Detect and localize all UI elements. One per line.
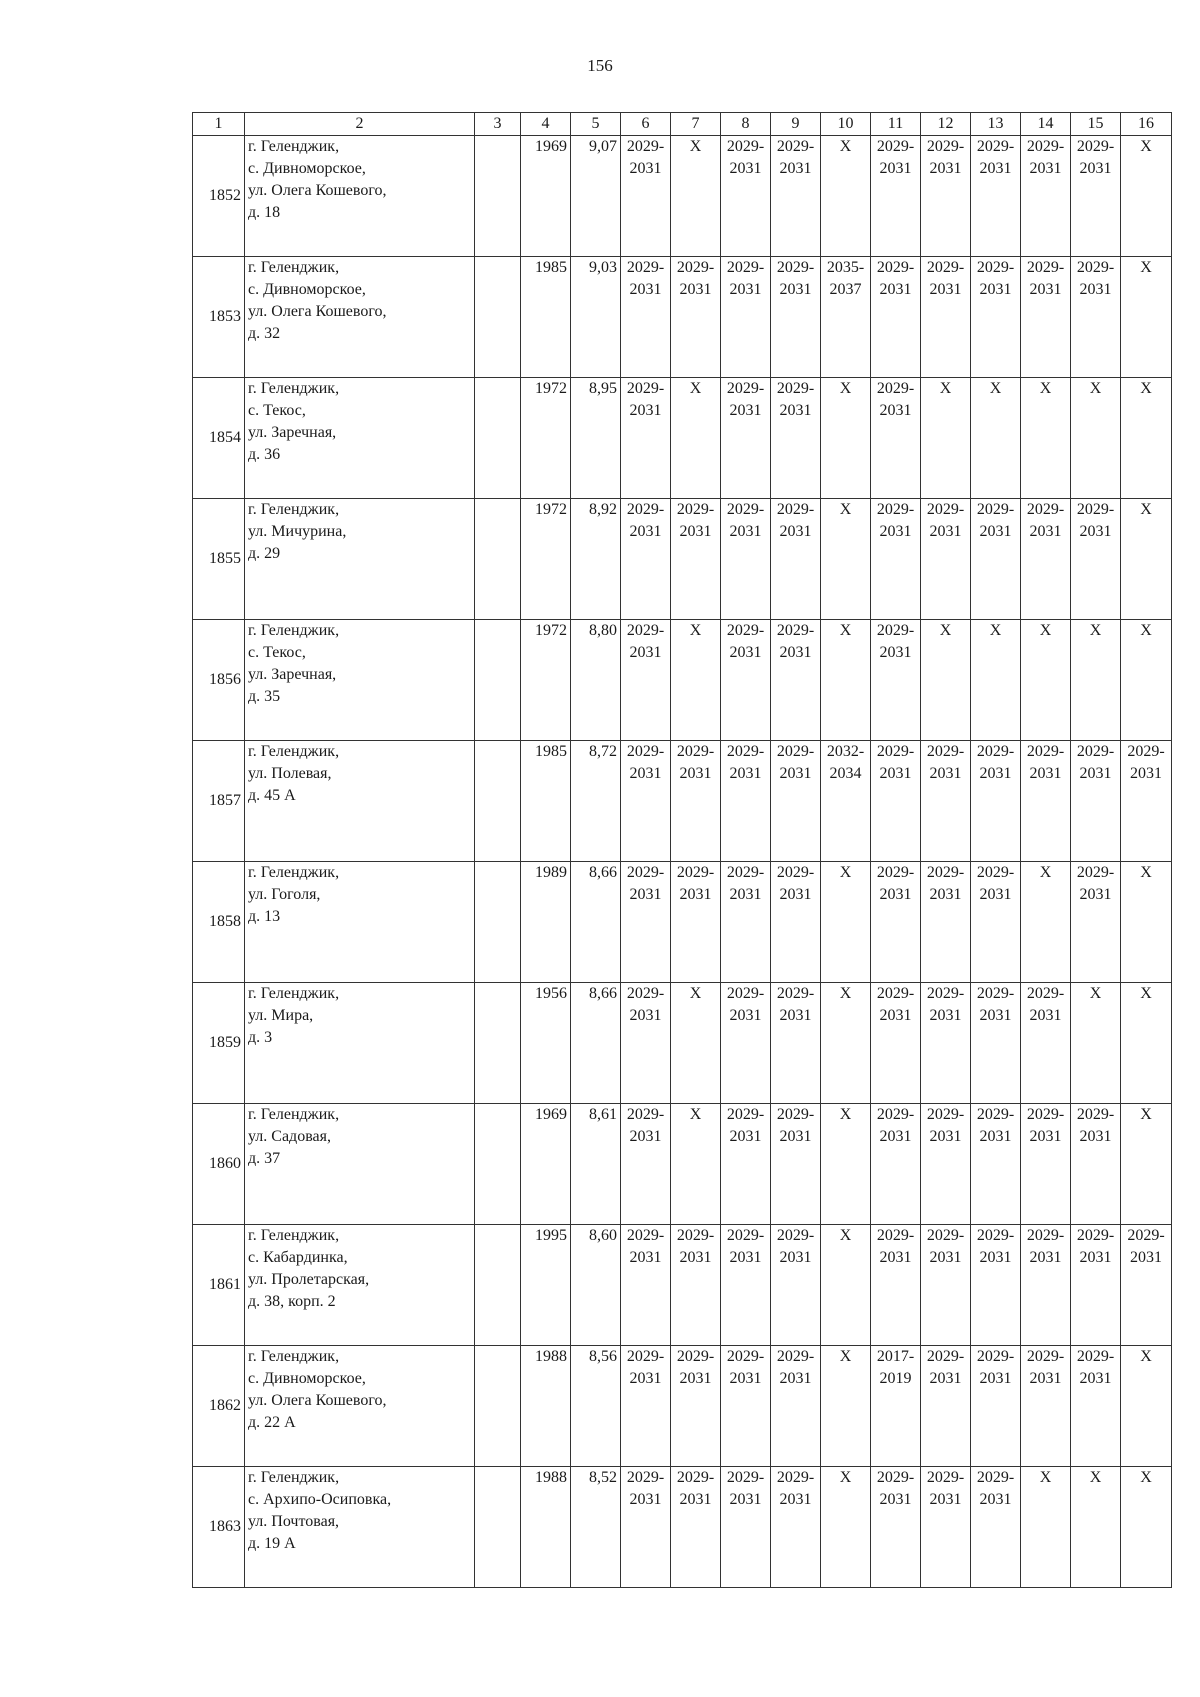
term-cell-col-13: 2029- 2031 [971, 1346, 1021, 1467]
header-row [193, 113, 1172, 136]
term-cell-col-9: 2029- 2031 [771, 1467, 821, 1588]
term-cell-col-16: 2029- 2031 [1121, 741, 1172, 862]
term-cell-col-9: 2029- 2031 [771, 620, 821, 741]
table-row [193, 983, 1172, 1104]
term-cell-col-7: Х [671, 620, 721, 741]
term-cell-col-12: Х [921, 620, 971, 741]
term-cell-col-8: 2029- 2031 [721, 983, 771, 1104]
term-cell-col-13: 2029- 2031 [971, 136, 1021, 257]
column-3-cell [475, 257, 521, 378]
value-cell: 8,66 [571, 862, 621, 983]
term-cell-col-16: 2029- 2031 [1121, 1225, 1172, 1346]
table-row [193, 1467, 1172, 1588]
table-row [193, 1225, 1172, 1346]
address-line: г. Геленджик, [248, 743, 340, 760]
term-cell-col-16: Х [1121, 136, 1172, 257]
term-cell-col-13: 2029- 2031 [971, 257, 1021, 378]
address-line: с. Дивноморское, [248, 281, 366, 298]
term-cell-col-6: 2029- 2031 [621, 862, 671, 983]
term-cell-col-7: 2029- 2031 [671, 1467, 721, 1588]
table-row [193, 1104, 1172, 1225]
address-cell [245, 499, 475, 620]
term-cell-col-6: 2029- 2031 [621, 1225, 671, 1346]
address-cell [245, 1104, 475, 1225]
term-cell-col-12: 2029- 2031 [921, 1104, 971, 1225]
row-number: 1860 [193, 1104, 245, 1225]
address-line: ул. Полевая, [248, 765, 332, 782]
term-cell-col-16: Х [1121, 620, 1172, 741]
term-cell-col-7: 2029- 2031 [671, 1346, 721, 1467]
column-3-cell [475, 741, 521, 862]
value-cell: 8,80 [571, 620, 621, 741]
term-cell-col-15: Х [1071, 1467, 1121, 1588]
address-line: г. Геленджик, [248, 138, 340, 155]
address-line: ул. Мичурина, [248, 523, 347, 540]
row-number: 1859 [193, 983, 245, 1104]
address-line: г. Геленджик, [248, 622, 340, 639]
term-cell-col-12: 2029- 2031 [921, 1467, 971, 1588]
value-cell: 8,56 [571, 1346, 621, 1467]
address-line: д. 36 [248, 446, 281, 463]
address-line: ул. Олега Кошевого, [248, 182, 387, 199]
value-cell: 8,60 [571, 1225, 621, 1346]
value-cell: 9,07 [571, 136, 621, 257]
address-line: д. 19 А [248, 1535, 296, 1552]
term-cell-col-10: Х [821, 499, 871, 620]
column-header-9: 9 [771, 113, 821, 136]
term-cell-col-13: 2029- 2031 [971, 1467, 1021, 1588]
term-cell-col-14: 2029- 2031 [1021, 983, 1071, 1104]
term-cell-col-13: 2029- 2031 [971, 1104, 1021, 1225]
address-line: д. 13 [248, 908, 281, 925]
term-cell-col-12: 2029- 2031 [921, 1225, 971, 1346]
term-cell-col-15: 2029- 2031 [1071, 257, 1121, 378]
year-cell: 1972 [521, 620, 571, 741]
year-cell: 1988 [521, 1467, 571, 1588]
term-cell-col-15: 2029- 2031 [1071, 741, 1121, 862]
address-cell [245, 1467, 475, 1588]
address-line: ул. Почтовая, [248, 1513, 340, 1530]
term-cell-col-13: 2029- 2031 [971, 499, 1021, 620]
address-cell [245, 1225, 475, 1346]
term-cell-col-10: Х [821, 862, 871, 983]
address-line: д. 29 [248, 545, 281, 562]
term-cell-col-14: 2029- 2031 [1021, 499, 1071, 620]
term-cell-col-15: 2029- 2031 [1071, 1225, 1121, 1346]
column-header-10: 10 [821, 113, 871, 136]
term-cell-col-8: 2029- 2031 [721, 499, 771, 620]
term-cell-col-10: 2032- 2034 [821, 741, 871, 862]
table-row [193, 499, 1172, 620]
term-cell-col-12: 2029- 2031 [921, 136, 971, 257]
term-cell-col-14: 2029- 2031 [1021, 257, 1071, 378]
term-cell-col-12: 2029- 2031 [921, 499, 971, 620]
term-cell-col-15: Х [1071, 983, 1121, 1104]
term-cell-col-13: Х [971, 378, 1021, 499]
term-cell-col-12: 2029- 2031 [921, 862, 971, 983]
term-cell-col-12: 2029- 2031 [921, 1346, 971, 1467]
term-cell-col-16: Х [1121, 1467, 1172, 1588]
address-line: д. 35 [248, 688, 281, 705]
address-line: с. Дивноморское, [248, 160, 366, 177]
column-3-cell [475, 1346, 521, 1467]
term-cell-col-11: 2029- 2031 [871, 741, 921, 862]
table-row [193, 257, 1172, 378]
address-line: д. 37 [248, 1150, 281, 1167]
term-cell-col-15: 2029- 2031 [1071, 499, 1121, 620]
address-cell [245, 257, 475, 378]
term-cell-col-8: 2029- 2031 [721, 1104, 771, 1225]
address-line: г. Геленджик, [248, 1227, 340, 1244]
year-cell: 1988 [521, 1346, 571, 1467]
year-cell: 1956 [521, 983, 571, 1104]
address-line: ул. Садовая, [248, 1128, 331, 1145]
address-line: г. Геленджик, [248, 1469, 340, 1486]
address-line: ул. Олега Кошевого, [248, 1392, 387, 1409]
year-cell: 1969 [521, 1104, 571, 1225]
column-3-cell [475, 1225, 521, 1346]
housing-repair-table [192, 112, 1172, 1588]
table-row [193, 136, 1172, 257]
column-3-cell [475, 862, 521, 983]
column-header-4: 4 [521, 113, 571, 136]
term-cell-col-7: 2029- 2031 [671, 741, 721, 862]
table-row [193, 378, 1172, 499]
term-cell-col-10: 2035- 2037 [821, 257, 871, 378]
year-cell: 1972 [521, 378, 571, 499]
table-row [193, 1346, 1172, 1467]
term-cell-col-8: 2029- 2031 [721, 378, 771, 499]
term-cell-col-6: 2029- 2031 [621, 1104, 671, 1225]
address-line: ул. Мира, [248, 1007, 314, 1024]
term-cell-col-6: 2029- 2031 [621, 257, 671, 378]
term-cell-col-10: Х [821, 620, 871, 741]
term-cell-col-7: Х [671, 378, 721, 499]
column-3-cell [475, 620, 521, 741]
term-cell-col-6: 2029- 2031 [621, 741, 671, 862]
term-cell-col-12: Х [921, 378, 971, 499]
term-cell-col-16: Х [1121, 499, 1172, 620]
year-cell: 1985 [521, 741, 571, 862]
row-number: 1854 [193, 378, 245, 499]
address-line: с. Кабардинка, [248, 1249, 348, 1266]
column-header-3: 3 [475, 113, 521, 136]
year-cell: 1985 [521, 257, 571, 378]
term-cell-col-10: Х [821, 983, 871, 1104]
term-cell-col-14: 2029- 2031 [1021, 1346, 1071, 1467]
term-cell-col-8: 2029- 2031 [721, 257, 771, 378]
term-cell-col-10: Х [821, 1346, 871, 1467]
value-cell: 8,95 [571, 378, 621, 499]
term-cell-col-8: 2029- 2031 [721, 862, 771, 983]
column-header-7: 7 [671, 113, 721, 136]
column-header-14: 14 [1021, 113, 1071, 136]
row-number: 1852 [193, 136, 245, 257]
term-cell-col-8: 2029- 2031 [721, 1225, 771, 1346]
term-cell-col-14: 2029- 2031 [1021, 1225, 1071, 1346]
term-cell-col-13: 2029- 2031 [971, 862, 1021, 983]
term-cell-col-8: 2029- 2031 [721, 1346, 771, 1467]
term-cell-col-9: 2029- 2031 [771, 136, 821, 257]
column-3-cell [475, 1104, 521, 1225]
term-cell-col-9: 2029- 2031 [771, 1346, 821, 1467]
address-line: г. Геленджик, [248, 985, 340, 1002]
column-header-13: 13 [971, 113, 1021, 136]
table-row [193, 862, 1172, 983]
term-cell-col-7: Х [671, 136, 721, 257]
term-cell-col-7: Х [671, 1104, 721, 1225]
value-cell: 8,52 [571, 1467, 621, 1588]
term-cell-col-11: 2029- 2031 [871, 1225, 921, 1346]
term-cell-col-11: 2017- 2019 [871, 1346, 921, 1467]
term-cell-col-7: 2029- 2031 [671, 1225, 721, 1346]
term-cell-col-11: 2029- 2031 [871, 620, 921, 741]
address-line: ул. Пролетарская, [248, 1271, 370, 1288]
column-header-2: 2 [245, 113, 475, 136]
value-cell: 8,61 [571, 1104, 621, 1225]
address-line: г. Геленджик, [248, 1348, 340, 1365]
address-line: д. 22 А [248, 1414, 296, 1431]
term-cell-col-13: 2029- 2031 [971, 1225, 1021, 1346]
term-cell-col-8: 2029- 2031 [721, 620, 771, 741]
term-cell-col-6: 2029- 2031 [621, 620, 671, 741]
term-cell-col-14: 2029- 2031 [1021, 136, 1071, 257]
term-cell-col-14: Х [1021, 620, 1071, 741]
column-header-15: 15 [1071, 113, 1121, 136]
column-3-cell [475, 499, 521, 620]
term-cell-col-7: 2029- 2031 [671, 499, 721, 620]
column-3-cell [475, 1467, 521, 1588]
term-cell-col-10: Х [821, 1225, 871, 1346]
housing-table-container [192, 112, 1172, 1588]
term-cell-col-9: 2029- 2031 [771, 1225, 821, 1346]
address-line: г. Геленджик, [248, 259, 340, 276]
term-cell-col-11: 2029- 2031 [871, 983, 921, 1104]
address-cell [245, 983, 475, 1104]
term-cell-col-9: 2029- 2031 [771, 1104, 821, 1225]
address-line: с. Дивноморское, [248, 1370, 366, 1387]
term-cell-col-6: 2029- 2031 [621, 499, 671, 620]
term-cell-col-16: Х [1121, 378, 1172, 499]
term-cell-col-13: 2029- 2031 [971, 983, 1021, 1104]
column-header-5: 5 [571, 113, 621, 136]
address-line: г. Геленджик, [248, 1106, 340, 1123]
term-cell-col-10: Х [821, 378, 871, 499]
address-line: д. 38, корп. 2 [248, 1293, 336, 1310]
address-line: г. Геленджик, [248, 380, 340, 397]
address-cell [245, 862, 475, 983]
term-cell-col-16: Х [1121, 1104, 1172, 1225]
address-cell [245, 1346, 475, 1467]
term-cell-col-12: 2029- 2031 [921, 741, 971, 862]
term-cell-col-7: Х [671, 983, 721, 1104]
table-header [193, 113, 1172, 136]
term-cell-col-10: Х [821, 1104, 871, 1225]
term-cell-col-14: 2029- 2031 [1021, 1104, 1071, 1225]
row-number: 1857 [193, 741, 245, 862]
table-body [193, 136, 1172, 1588]
term-cell-col-6: 2029- 2031 [621, 983, 671, 1104]
row-number: 1861 [193, 1225, 245, 1346]
term-cell-col-14: 2029- 2031 [1021, 741, 1071, 862]
term-cell-col-13: Х [971, 620, 1021, 741]
column-3-cell [475, 378, 521, 499]
term-cell-col-11: 2029- 2031 [871, 1104, 921, 1225]
term-cell-col-7: 2029- 2031 [671, 257, 721, 378]
term-cell-col-9: 2029- 2031 [771, 983, 821, 1104]
address-line: ул. Гоголя, [248, 886, 321, 903]
term-cell-col-15: 2029- 2031 [1071, 1104, 1121, 1225]
value-cell: 8,72 [571, 741, 621, 862]
address-line: ул. Заречная, [248, 666, 337, 683]
address-line: г. Геленджик, [248, 864, 340, 881]
column-header-12: 12 [921, 113, 971, 136]
address-line: д. 3 [248, 1029, 273, 1046]
term-cell-col-6: 2029- 2031 [621, 1467, 671, 1588]
table-row [193, 620, 1172, 741]
term-cell-col-11: 2029- 2031 [871, 1467, 921, 1588]
term-cell-col-10: Х [821, 136, 871, 257]
term-cell-col-15: 2029- 2031 [1071, 136, 1121, 257]
year-cell: 1989 [521, 862, 571, 983]
term-cell-col-14: Х [1021, 378, 1071, 499]
address-line: г. Геленджик, [248, 501, 340, 518]
term-cell-col-11: 2029- 2031 [871, 257, 921, 378]
term-cell-col-6: 2029- 2031 [621, 378, 671, 499]
row-number: 1855 [193, 499, 245, 620]
column-3-cell [475, 983, 521, 1104]
term-cell-col-15: Х [1071, 378, 1121, 499]
term-cell-col-16: Х [1121, 983, 1172, 1104]
term-cell-col-15: 2029- 2031 [1071, 862, 1121, 983]
term-cell-col-9: 2029- 2031 [771, 257, 821, 378]
column-header-16: 16 [1121, 113, 1172, 136]
term-cell-col-16: Х [1121, 257, 1172, 378]
address-line: с. Текос, [248, 644, 306, 661]
term-cell-col-8: 2029- 2031 [721, 741, 771, 862]
column-header-11: 11 [871, 113, 921, 136]
term-cell-col-11: 2029- 2031 [871, 862, 921, 983]
address-cell [245, 378, 475, 499]
term-cell-col-15: 2029- 2031 [1071, 1346, 1121, 1467]
term-cell-col-8: 2029- 2031 [721, 1467, 771, 1588]
term-cell-col-7: 2029- 2031 [671, 862, 721, 983]
term-cell-col-12: 2029- 2031 [921, 257, 971, 378]
term-cell-col-11: 2029- 2031 [871, 499, 921, 620]
column-header-8: 8 [721, 113, 771, 136]
value-cell: 8,66 [571, 983, 621, 1104]
term-cell-col-16: Х [1121, 1346, 1172, 1467]
term-cell-col-11: 2029- 2031 [871, 378, 921, 499]
term-cell-col-9: 2029- 2031 [771, 378, 821, 499]
address-line: с. Архипо-Осиповка, [248, 1491, 392, 1508]
row-number: 1862 [193, 1346, 245, 1467]
address-line: ул. Олега Кошевого, [248, 303, 387, 320]
year-cell: 1972 [521, 499, 571, 620]
term-cell-col-9: 2029- 2031 [771, 862, 821, 983]
address-line: д. 32 [248, 325, 281, 342]
term-cell-col-6: 2029- 2031 [621, 1346, 671, 1467]
row-number: 1856 [193, 620, 245, 741]
value-cell: 9,03 [571, 257, 621, 378]
term-cell-col-9: 2029- 2031 [771, 499, 821, 620]
column-header-1: 1 [193, 113, 245, 136]
page-number: 156 [587, 56, 613, 75]
term-cell-col-14: Х [1021, 1467, 1071, 1588]
term-cell-col-14: Х [1021, 862, 1071, 983]
address-cell [245, 136, 475, 257]
table-row [193, 741, 1172, 862]
address-cell [245, 620, 475, 741]
value-cell: 8,92 [571, 499, 621, 620]
term-cell-col-6: 2029- 2031 [621, 136, 671, 257]
column-header-6: 6 [621, 113, 671, 136]
term-cell-col-12: 2029- 2031 [921, 983, 971, 1104]
term-cell-col-10: Х [821, 1467, 871, 1588]
year-cell: 1995 [521, 1225, 571, 1346]
term-cell-col-11: 2029- 2031 [871, 136, 921, 257]
term-cell-col-13: 2029- 2031 [971, 741, 1021, 862]
column-3-cell [475, 136, 521, 257]
term-cell-col-16: Х [1121, 862, 1172, 983]
year-cell: 1969 [521, 136, 571, 257]
address-cell [245, 741, 475, 862]
address-line: д. 45 А [248, 787, 296, 804]
address-line: с. Текос, [248, 402, 306, 419]
row-number: 1853 [193, 257, 245, 378]
term-cell-col-8: 2029- 2031 [721, 136, 771, 257]
address-line: ул. Заречная, [248, 424, 337, 441]
row-number: 1863 [193, 1467, 245, 1588]
address-line: д. 18 [248, 204, 281, 221]
term-cell-col-9: 2029- 2031 [771, 741, 821, 862]
term-cell-col-15: Х [1071, 620, 1121, 741]
row-number: 1858 [193, 862, 245, 983]
